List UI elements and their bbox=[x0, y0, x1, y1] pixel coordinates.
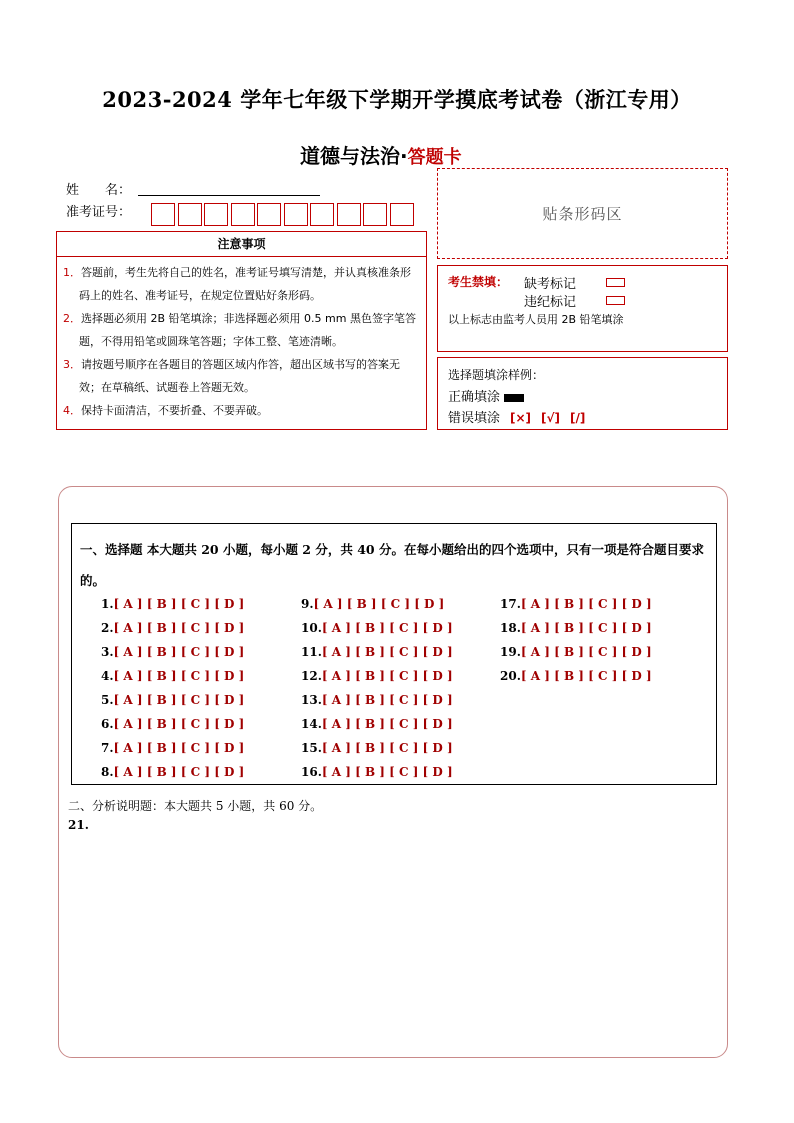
notice-item: 4．保持卡面清洁，不要折叠、不要弄破。 bbox=[63, 404, 268, 417]
exam-id-digit-box[interactable] bbox=[363, 203, 387, 226]
exam-id-digit-box[interactable] bbox=[151, 203, 175, 226]
sample-wrong: 错误填涂 [×] [√] [/] bbox=[448, 411, 586, 426]
page-subtitle bbox=[300, 140, 462, 169]
mcq-instructions: 一、选择题 本大题共 20 小题，每小题 2 分，共 40 分。在每小题给出的四个选项中，只有一项是符合题目要求的。 bbox=[80, 542, 704, 588]
mcq-question-row[interactable]: 19.[ A ] [ B ] [ C ] [ D ] bbox=[500, 645, 652, 659]
exam-id-digit-box[interactable] bbox=[337, 203, 361, 226]
fill-sample-box bbox=[437, 357, 728, 430]
mcq-question-row[interactable]: 2.[ A ] [ B ] [ C ] [ D ] bbox=[101, 621, 245, 635]
mcq-question-row[interactable]: 13.[ A ] [ B ] [ C ] [ D ] bbox=[301, 693, 453, 707]
mcq-question-row[interactable]: 4.[ A ] [ B ] [ C ] [ D ] bbox=[101, 669, 245, 683]
page-title: 2023-2024 学年七年级下学期开学摸底考试卷（浙江专用） bbox=[102, 87, 692, 112]
mcq-question-row[interactable]: 15.[ A ] [ B ] [ C ] [ D ] bbox=[301, 741, 453, 755]
exam-id-digit-box[interactable] bbox=[310, 203, 334, 226]
exam-id-label: 准考证号： bbox=[66, 205, 132, 220]
subtitle-answer-card: 答题卡 bbox=[407, 147, 462, 168]
exam-id-digit-box[interactable] bbox=[390, 203, 414, 226]
name-input-line[interactable] bbox=[138, 194, 320, 196]
notice-item: 3．请按题号顺序在各题目的答题区域内作答，超出区域书写的答案无效；在草稿纸、试题卷上答题无效。 bbox=[63, 358, 400, 394]
exam-id-digit-box[interactable] bbox=[231, 203, 255, 226]
barcode-area: 贴条形码区 bbox=[437, 168, 728, 259]
subtitle-subject: 道德与法治· bbox=[300, 144, 408, 168]
mcq-question-row[interactable]: 3.[ A ] [ B ] [ C ] [ D ] bbox=[101, 645, 245, 659]
mcq-question-row[interactable]: 5.[ A ] [ B ] [ C ] [ D ] bbox=[101, 693, 245, 707]
exam-id-digit-box[interactable] bbox=[257, 203, 281, 226]
mcq-question-row[interactable]: 6.[ A ] [ B ] [ C ] [ D ] bbox=[101, 717, 245, 731]
mcq-question-row[interactable]: 12.[ A ] [ B ] [ C ] [ D ] bbox=[301, 669, 453, 683]
name-label: 姓 名： bbox=[66, 183, 132, 198]
exam-id-digit-box[interactable] bbox=[178, 203, 202, 226]
violation-label: 违纪标记 bbox=[524, 295, 577, 310]
question-21-label: 21. bbox=[68, 818, 89, 832]
filled-mark-icon bbox=[504, 394, 524, 402]
absent-label: 缺考标记 bbox=[524, 277, 577, 292]
proctor-note: 以上标志由监考人员用 2B 铅笔填涂 bbox=[448, 313, 624, 326]
mcq-question-row[interactable]: 17.[ A ] [ B ] [ C ] [ D ] bbox=[500, 597, 652, 611]
mcq-question-row[interactable]: 7.[ A ] [ B ] [ C ] [ D ] bbox=[101, 741, 245, 755]
notice-heading: 注意事项 bbox=[57, 232, 426, 257]
exam-id-digit-box[interactable] bbox=[284, 203, 308, 226]
mcq-question-row[interactable]: 8.[ A ] [ B ] [ C ] [ D ] bbox=[101, 765, 245, 779]
notice-item: 2．选择题必须用 2B 铅笔填涂；非选择题必须用 0.5 mm 黑色签字笔答题，不得用铅笔或圆珠笔答题；字体工整、笔迹清晰。 bbox=[63, 312, 416, 348]
sample-correct: 正确填涂 bbox=[448, 386, 524, 405]
absent-mark-box[interactable] bbox=[606, 278, 625, 287]
section2-title: 二、分析说明题：本大题共 5 小题，共 60 分。 bbox=[68, 799, 323, 813]
mcq-question-row[interactable]: 11.[ A ] [ B ] [ C ] [ D ] bbox=[301, 645, 453, 659]
proctor-box bbox=[437, 265, 728, 352]
mcq-question-row[interactable]: 1.[ A ] [ B ] [ C ] [ D ] bbox=[101, 597, 245, 611]
mcq-question-row[interactable]: 18.[ A ] [ B ] [ C ] [ D ] bbox=[500, 621, 652, 635]
notice-item: 1．答题前，考生先将自己的姓名，准考证号填写清楚，并认真核准条形码上的姓名、准考证号，在规定位置贴好条形码。 bbox=[63, 266, 411, 302]
sample-title: 选择题填涂样例： bbox=[448, 368, 545, 382]
exam-id-digit-box[interactable] bbox=[204, 203, 228, 226]
proctor-label: 考生禁填： bbox=[448, 275, 509, 289]
mcq-question-row[interactable]: 14.[ A ] [ B ] [ C ] [ D ] bbox=[301, 717, 453, 731]
mcq-question-row[interactable]: 16.[ A ] [ B ] [ C ] [ D ] bbox=[301, 765, 453, 779]
mcq-question-row[interactable]: 20.[ A ] [ B ] [ C ] [ D ] bbox=[500, 669, 652, 683]
mcq-question-row[interactable]: 10.[ A ] [ B ] [ C ] [ D ] bbox=[301, 621, 453, 635]
mcq-question-row[interactable]: 9.[ A ] [ B ] [ C ] [ D ] bbox=[301, 597, 445, 611]
violation-mark-box[interactable] bbox=[606, 296, 625, 305]
notice-box bbox=[56, 231, 427, 430]
